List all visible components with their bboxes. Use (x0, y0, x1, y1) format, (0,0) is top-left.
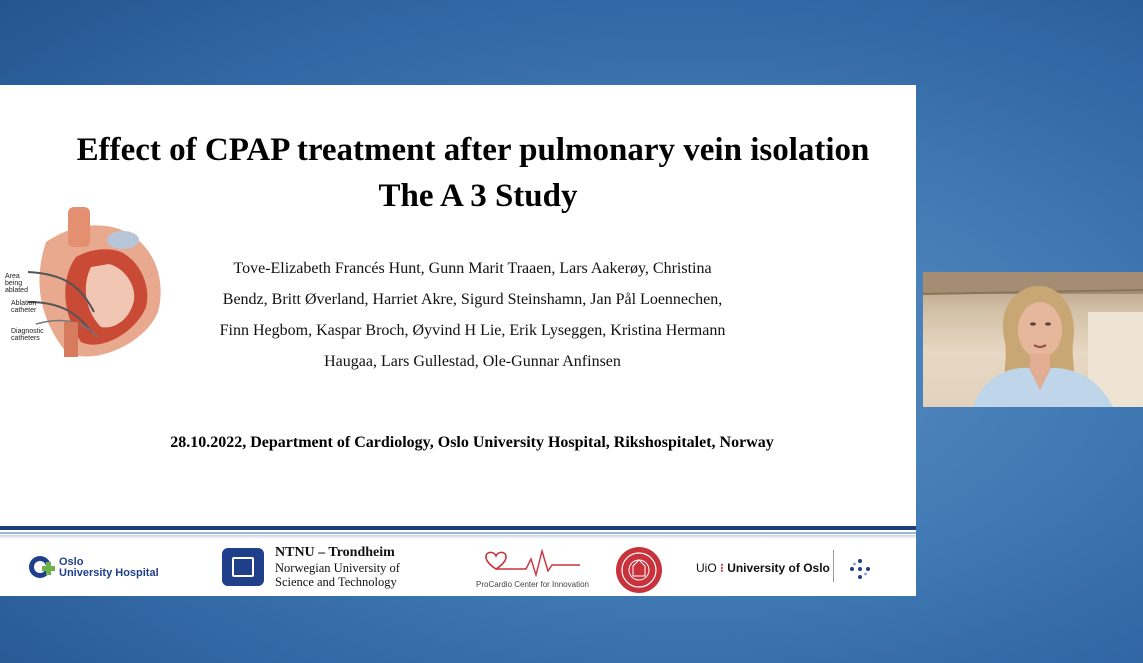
uio-separator-icon: ⁝ (720, 561, 724, 575)
figure-label-ablation-catheter: Ablation catheter (11, 300, 37, 314)
author-line: Bendz, Britt Øverland, Harriet Akre, Sigurd Steinshamn, Jan Pål Loennechen, (222, 291, 723, 308)
footer-separator (833, 550, 834, 582)
ntnu-square-icon (222, 548, 264, 586)
uio-name: University of Oslo (727, 561, 830, 575)
figure-label-diagnostic-catheters: Diagnostic catheters (11, 328, 44, 342)
footer-divider (0, 526, 916, 530)
ntnu-title: NTNU – Trondheim (275, 545, 395, 560)
uio-prefix: UiO (696, 561, 717, 575)
slide-subtitle: The A 3 Study (378, 178, 578, 214)
presenter-webcam-video (923, 272, 1143, 407)
ous-cross-icon (28, 555, 56, 581)
logo-footer (0, 539, 916, 596)
slide-title: Effect of CPAP treatment after pulmonary vein isolation (76, 132, 870, 168)
ous-name-line2: University Hospital (59, 567, 159, 579)
presentation-slide (0, 85, 916, 596)
date-department-line: 28.10.2022, Department of Cardiology, Oslo University Hospital, Rikshospitalet, Norway (170, 434, 774, 451)
procardio-tagline: Center for Innovation (514, 580, 589, 589)
figure-label-area-ablated: Area being ablated (5, 273, 28, 294)
author-line: Finn Hegbom, Kaspar Broch, Øyvind H Lie, Erik Lyseggen, Kristina Hermann (219, 322, 726, 339)
dots-cross-icon (848, 557, 872, 581)
footer-divider (0, 532, 916, 534)
ntnu-subtitle-line2: Science and Technology (275, 575, 397, 589)
procardio-logo (476, 547, 588, 591)
heartbeat-icon (476, 547, 588, 577)
uio-logo (696, 561, 830, 575)
author-line: Tove-Elizabeth Francés Hunt, Gunn Marit Traaen, Lars Aakerøy, Christina (233, 260, 712, 277)
author-list (190, 253, 755, 377)
university-seal-icon (615, 546, 663, 594)
author-line: Haugaa, Lars Gullestad, Ole-Gunnar Anfinsen (324, 353, 621, 370)
ntnu-subtitle-line1: Norwegian University of (275, 561, 400, 575)
procardio-name: ProCardio (476, 580, 513, 589)
presenter-video-frame (923, 272, 1143, 407)
ous-name-line1: Oslo (59, 556, 84, 568)
